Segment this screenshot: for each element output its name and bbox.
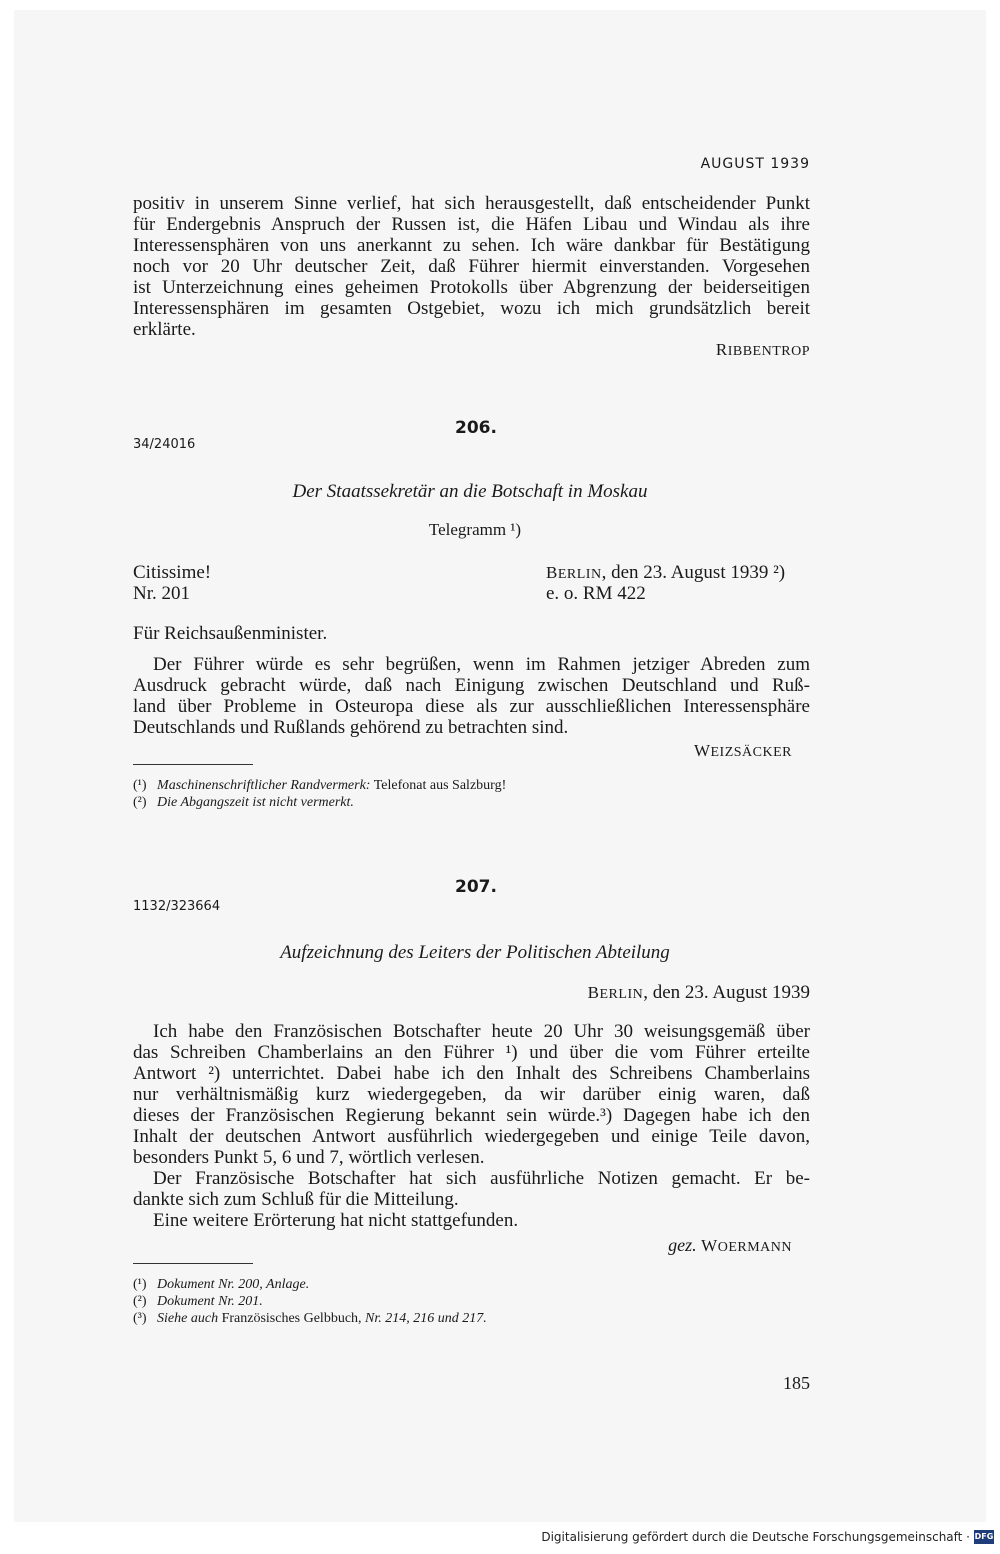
text-line: besonders Punkt 5, 6 und 7, wörtlich verlesen. bbox=[133, 1147, 485, 1168]
text-line: dankte sich zum Schluß für die Mitteilung. bbox=[133, 1189, 459, 1210]
signature-rest: EIZSÄCKER bbox=[710, 745, 792, 760]
text-line: Der Französische Botschafter hat sich ausführliche Notizen gemacht. Er be- bbox=[153, 1168, 810, 1189]
footnote-italic: Dokument Nr. 200, Anlage. bbox=[157, 1277, 310, 1292]
signature-rest: IBBENTROP bbox=[727, 344, 810, 359]
doc207-place-date bbox=[588, 982, 810, 1005]
text-line: positiv in unserem Sinne verlief, hat sich herausgestellt, daß entscheidender Punkt bbox=[133, 193, 810, 214]
footer-credit: Digitalisierung gefördert durch die Deutsche Forschungsgemeinschaft · bbox=[541, 1530, 970, 1544]
text-line: land über Probleme in Osteuropa diese als zur ausschließlichen Interessensphäre bbox=[133, 696, 810, 717]
text-line: dieses der Französischen Regierung bekannt sein würde.³) Dagegen habe ich den bbox=[133, 1105, 810, 1126]
doc206-place-date bbox=[546, 562, 785, 585]
text-line: Ich habe den Französischen Botschafter heute 20 Uhr 30 weisungsgemäß über bbox=[153, 1021, 810, 1042]
signature-initial: R bbox=[715, 340, 728, 359]
doc207-title: Aufzeichnung des Leiters der Politischen Abteilung bbox=[280, 942, 670, 963]
footnote bbox=[133, 1294, 263, 1310]
footnote-plain: Telefonat aus Salzburg! bbox=[370, 778, 507, 793]
text-line: Inhalt der deutschen Antwort ausführlich wiedergegeben und einige Teile davon, bbox=[133, 1126, 810, 1147]
text-line: Interessensphären von uns anerkannt zu sehen. Ich wäre dankbar für Bestätigung bbox=[133, 235, 810, 256]
footnote-italic: Dokument Nr. 201. bbox=[157, 1294, 263, 1309]
text-line: nur verhältnismäßig kurz wiedergegeben, da wir darüber einig waren, daß bbox=[133, 1084, 810, 1105]
doc206-addressee: Für Reichsaußenminister. bbox=[133, 623, 328, 644]
text-line: ist Unterzeichnung eines geheimen Protokolls über Abgrenzung der beiderseitigen bbox=[133, 277, 810, 298]
doc206-subtitle: Telegramm ¹) bbox=[428, 520, 522, 539]
date-text: , den 23. August 1939 ²) bbox=[601, 562, 786, 583]
footnote-plain: Französisches Gelbbuch, bbox=[218, 1311, 362, 1326]
footnote bbox=[133, 795, 354, 811]
footnote bbox=[133, 1311, 487, 1327]
footnote-italic: Die Abgangszeit ist nicht vermerkt. bbox=[157, 795, 354, 810]
dfg-logo-icon: DFG bbox=[974, 1530, 994, 1544]
text-line: Der Führer würde es sehr begrüßen, wenn im Rahmen jetziger Abreden zum bbox=[153, 654, 810, 675]
footnote-mark: (³) bbox=[133, 1311, 147, 1326]
place-rest: ERLIN bbox=[557, 567, 602, 582]
footer-bar bbox=[0, 1526, 1000, 1554]
text-line: Interessensphären im gesamten Ostgebiet, wozu ich mich grundsätzlich bereit bbox=[133, 298, 810, 319]
footnote-italic: Maschinenschriftlicher Randvermerk: bbox=[157, 778, 371, 793]
doc206-serial: Nr. 201 bbox=[133, 583, 190, 604]
doc206-ref: e. o. RM 422 bbox=[546, 583, 646, 604]
doc206-title: Der Staatssekretär an die Botschaft in Moskau bbox=[292, 481, 648, 502]
text-line: Ausdruck gebracht würde, daß nach Einigung zwischen Deutschland und Ruß- bbox=[133, 675, 810, 696]
date-text: , den 23. August 1939 bbox=[643, 982, 810, 1003]
footnote-mark: (¹) bbox=[133, 778, 147, 793]
footnote-italic-2: Nr. 214, 216 und 217. bbox=[361, 1311, 487, 1326]
place-initial: B bbox=[587, 983, 600, 1002]
signature-prefix: gez. bbox=[668, 1235, 702, 1255]
doc206-file-ref: 34/24016 bbox=[133, 437, 196, 452]
doc206-priority: Citissime! bbox=[133, 562, 212, 583]
footnote-rule bbox=[133, 1263, 253, 1264]
footnote-mark: (²) bbox=[133, 1294, 147, 1309]
signature-rest: OERMANN bbox=[717, 1240, 792, 1255]
doc206-number: 206. bbox=[455, 418, 497, 438]
place-rest: ERLIN bbox=[599, 987, 644, 1002]
text-line: das Schreiben Chamberlains an den Führer ¹) und über die vom Führer erteilte bbox=[133, 1042, 810, 1063]
signature-initial: W bbox=[701, 1236, 718, 1255]
text-line: Deutschlands und Rußlands gehörend zu betrachten sind. bbox=[133, 717, 569, 738]
footnote-rule bbox=[133, 764, 253, 765]
text-line: noch vor 20 Uhr deutscher Zeit, daß Führer hiermit einverstanden. Vorgesehen bbox=[133, 256, 810, 277]
doc207-number: 207. bbox=[455, 877, 497, 897]
signature-woermann bbox=[668, 1235, 792, 1256]
footnote bbox=[133, 1277, 309, 1293]
text-line: Eine weitere Erörterung hat nicht stattgefunden. bbox=[153, 1210, 519, 1231]
signature-initial: W bbox=[693, 741, 711, 760]
text-line: Antwort ²) unterrichtet. Dabei habe ich den Inhalt des Schreibens Chamberlains bbox=[133, 1063, 810, 1084]
text-line: erklärte. bbox=[133, 319, 196, 340]
footnote bbox=[133, 778, 506, 794]
signature-ribbentrop bbox=[716, 340, 810, 360]
doc207-file-ref: 1132/323664 bbox=[133, 899, 221, 914]
place-initial: B bbox=[546, 563, 558, 582]
footnote-italic: Siehe auch bbox=[157, 1311, 219, 1326]
page-number: 185 bbox=[783, 1373, 810, 1393]
footnote-mark: (²) bbox=[133, 795, 147, 810]
signature-weizsaecker bbox=[694, 741, 792, 761]
running-head: AUGUST 1939 bbox=[700, 156, 810, 172]
footnote-mark: (¹) bbox=[133, 1277, 147, 1292]
text-line: für Endergebnis Anspruch der Russen ist, die Häfen Libau und Windau als ihre bbox=[133, 214, 810, 235]
